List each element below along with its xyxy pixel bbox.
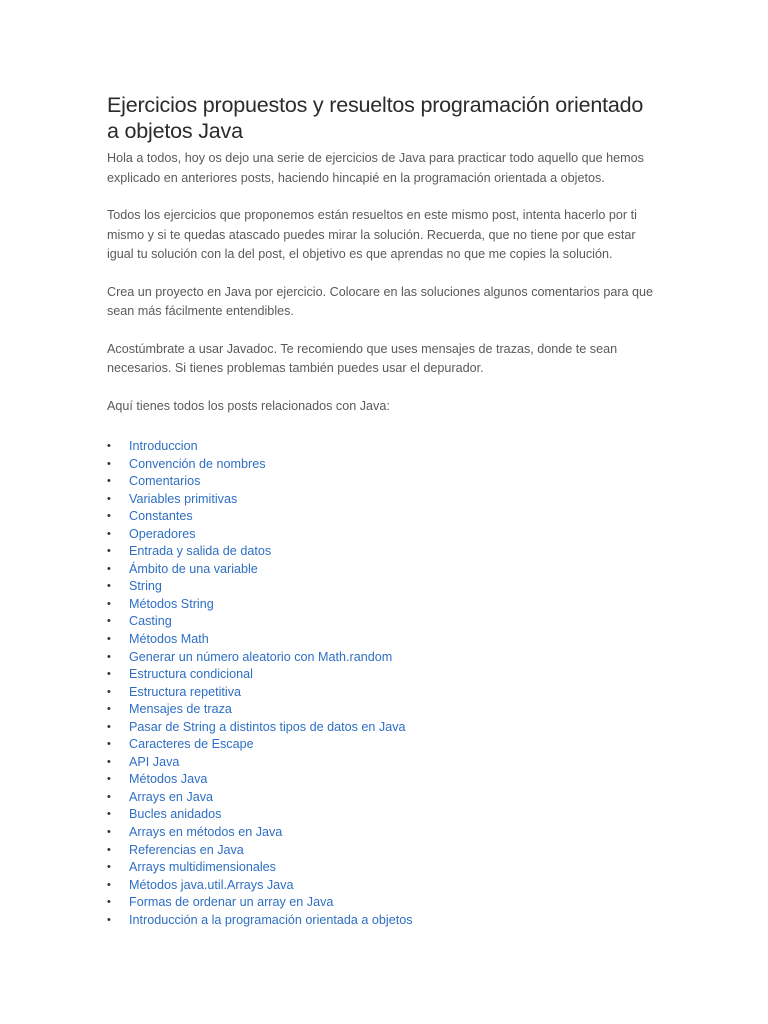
list-item [107,526,659,544]
post-link[interactable]: Formas de ordenar un array en Java [129,895,334,910]
bullet-icon: • [107,457,111,470]
post-link[interactable]: Comentarios [129,474,201,489]
bullet-icon: • [107,808,111,821]
post-link[interactable]: Arrays en métodos en Java [129,825,283,840]
list-item [107,789,659,807]
bullet-icon: • [107,650,111,663]
post-link[interactable]: Arrays multidimensionales [129,860,276,875]
list-item [107,578,659,596]
post-link[interactable]: Estructura condicional [129,667,253,682]
bullet-icon: • [107,615,111,628]
list-item [107,684,659,702]
document-page [107,92,659,929]
bullet-icon: • [107,773,111,786]
bullet-icon: • [107,545,111,558]
bullet-icon: • [107,685,111,698]
post-link[interactable]: Métodos Math [129,632,209,647]
list-item [107,912,659,930]
bullet-icon: • [107,878,111,891]
list-item [107,491,659,509]
bullet-icon: • [107,790,111,803]
post-link[interactable]: String [129,579,162,594]
list-item [107,473,659,491]
list-item [107,508,659,526]
post-link[interactable]: Bucles anidados [129,807,222,822]
list-item [107,438,659,456]
post-link[interactable]: Variables primitivas [129,491,238,506]
list-item [107,894,659,912]
bullet-icon: • [107,510,111,523]
post-link[interactable]: Casting [129,614,172,629]
list-item [107,561,659,579]
list-item [107,631,659,649]
post-link[interactable]: Ámbito de una variable [129,561,258,576]
list-item [107,456,659,474]
page-title: Ejercicios propuestos y resueltos programación orientado a objetos Java [107,93,644,143]
bullet-icon: • [107,492,111,505]
bullet-icon: • [107,440,111,452]
post-link[interactable]: Pasar de String a distintos tipos de datos en Java [129,719,406,734]
list-item [107,877,659,895]
list-item [107,771,659,789]
list-item [107,859,659,877]
bullet-icon: • [107,703,111,716]
bullet-icon: • [107,913,111,926]
post-link[interactable]: Estructura repetitiva [129,684,241,699]
post-link[interactable]: Mensajes de traza [129,702,232,717]
post-link[interactable]: Arrays en Java [129,789,213,804]
list-item [107,719,659,737]
bullet-icon: • [107,755,111,768]
bullet-icon: • [107,720,111,733]
list-item [107,736,659,754]
post-link[interactable]: Introduccion [129,439,198,453]
post-link[interactable]: Métodos java.util.Arrays Java [129,877,294,892]
post-link[interactable]: Generar un número aleatorio con Math.random [129,649,393,664]
post-link[interactable]: Convención de nombres [129,456,266,471]
intro-paragraph: Hola a todos, hoy os dejo una serie de ejercicios de Java para practicar todo aquello que hemos explicado en anteriores posts, haciendo hincapié en la programación orientada a objetos. [107,151,644,185]
bullet-icon: • [107,826,111,839]
post-link[interactable]: Métodos Java [129,772,208,787]
list-item [107,543,659,561]
exercises-paragraph: Todos los ejercicios que proponemos están resueltos en este mismo post, intenta hacerlo por ti mismo y si te quedas atascado puedes mirar la solución. Recuerda, que no tiene por que estar igual tu solución con la del post, el objetivo es que aprendas no que me copies la solución. [107,208,637,261]
list-item [107,754,659,772]
post-link[interactable]: API Java [129,754,180,769]
bullet-icon: • [107,896,111,909]
list-item [107,596,659,614]
post-link[interactable]: Entrada y salida de datos [129,544,272,559]
post-link[interactable]: Constantes [129,509,193,524]
list-item [107,701,659,719]
list-item [107,613,659,631]
bullet-icon: • [107,527,111,540]
list-item [107,649,659,667]
related-posts-list [107,438,659,929]
post-link[interactable]: Introducción a la programación orientada a objetos [129,912,413,927]
list-item [107,842,659,860]
javadoc-paragraph: Acostúmbrate a usar Javadoc. Te recomiendo que uses mensajes de trazas, donde te sean necesarios. Si tienes problemas también puedes usar el depurador. [107,341,618,375]
list-item [107,824,659,842]
post-link[interactable]: Métodos String [129,596,214,611]
post-link[interactable]: Caracteres de Escape [129,737,254,752]
list-item [107,666,659,684]
bullet-icon: • [107,843,111,856]
bullet-icon: • [107,738,111,751]
bullet-icon: • [107,475,111,488]
project-paragraph: Crea un proyecto en Java por ejercicio. Colocare en las soluciones algunos comentarios para que sean más fácilmente entendibles. [107,284,654,318]
related-posts-intro: Aquí tienes todos los posts relacionados con Java: [107,398,390,413]
bullet-icon: • [107,562,111,575]
bullet-icon: • [107,668,111,681]
bullet-icon: • [107,861,111,874]
post-link[interactable]: Operadores [129,526,196,541]
post-link[interactable]: Referencias en Java [129,842,244,857]
bullet-icon: • [107,580,111,593]
bullet-icon: • [107,597,111,610]
list-item [107,806,659,824]
bullet-icon: • [107,633,111,646]
